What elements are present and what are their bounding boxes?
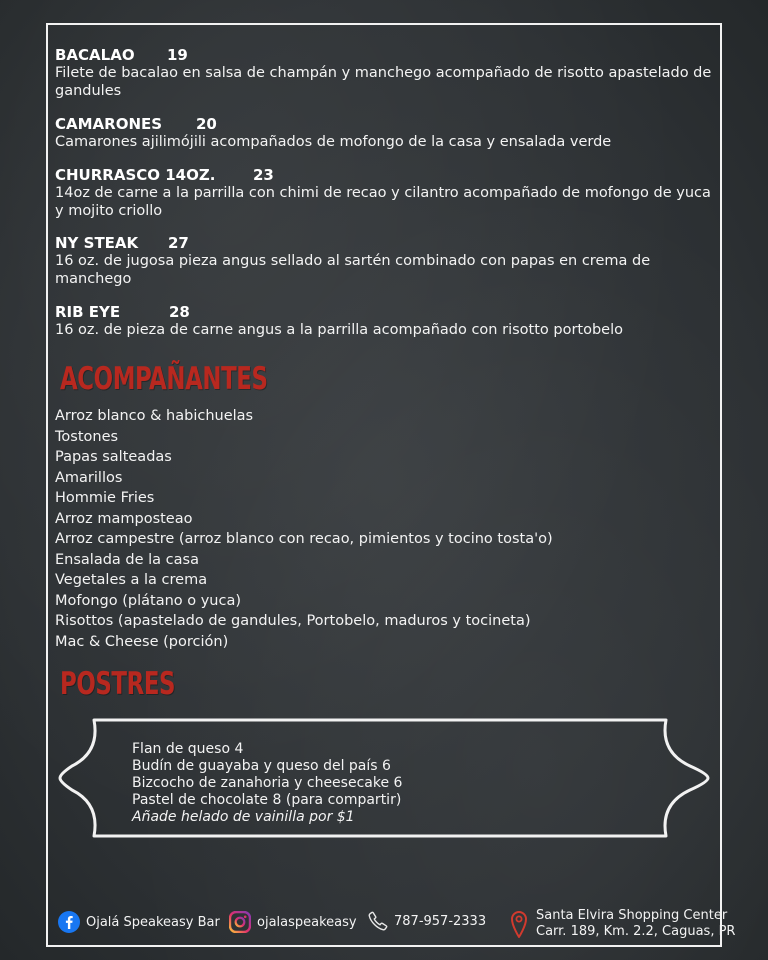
list-item: Ensalada de la casa [55,551,199,568]
instagram-icon [229,911,251,933]
dish-description: Filete de bacalao en salsa de champán y manchego acompañado de risotto apastelado de gandules [55,65,712,99]
list-item: Arroz campestre (arroz blanco con recao, pimientos y tocino tosta'o) [55,531,553,547]
dish-description: 14oz de carne a la parrilla con chimi de recao y cilantro acompañado de mofongo de yuca y mojito criollo [55,185,711,219]
dish-price: 19 [167,46,188,64]
desserts-list [132,741,402,809]
dish-price: 27 [168,234,189,252]
dish-description: 16 oz. de jugosa pieza angus sellado al sartén combinado con papas en crema de manchego [55,253,651,287]
dish-name: CAMARONES [55,115,163,133]
dish-churrasco [55,166,715,220]
list-item: Vegetales a la crema [55,572,208,588]
list-item: Bizcocho de zanahoria y cheesecake 6 [132,775,403,791]
dish-bacalao [55,46,715,100]
desserts-title: POSTRES [60,666,176,702]
list-item: Arroz mamposteao [55,510,193,527]
location-pin-icon [510,909,528,939]
list-item: Mac & Cheese (porción) [55,633,229,650]
list-item: Amarillos [55,469,123,486]
dish-name: RIB EYE [55,303,121,321]
phone-icon [368,911,388,931]
phone-link[interactable] [368,911,486,931]
dish-rib-eye [55,303,715,339]
list-item: Pastel de chocolate 8 (para compartir) [132,792,402,808]
list-item: Flan de queso 4 [132,741,244,757]
dish-price: 20 [196,115,217,133]
list-item: Arroz blanco & habichuelas [55,408,254,424]
facebook-label: Ojalá Speakeasy Bar [86,914,220,930]
address[interactable] [510,908,735,940]
address-line-1: Santa Elvira Shopping Center [536,908,728,923]
list-item: Hommie Fries [55,490,155,506]
list-item: Mofongo (plátano o yuca) [55,592,242,609]
dish-description: Camarones ajilimójili acompañados de mofongo de la casa y ensalada verde [55,134,612,150]
dish-price: 28 [169,303,190,321]
dish-name: NY STEAK [55,234,139,252]
facebook-icon [58,911,80,933]
list-item: Risottos (apastelado de gandules, Portobelo, maduros y tocineta) [55,613,531,629]
sides-list [55,406,553,652]
dish-name: BACALAO [55,46,135,64]
dish-name: CHURRASCO 14OZ. [55,166,216,184]
instagram-label: ojalaspeakeasy [257,914,357,930]
address-line-2: Carr. 189, Km. 2.2, Caguas, PR [536,924,736,939]
dish-ny-steak [55,234,715,288]
list-item: Papas salteadas [55,449,172,465]
sides-title: ACOMPAÑANTES [60,361,268,397]
list-item: Budín de guayaba y queso del país 6 [132,758,391,774]
dish-price: 23 [253,166,274,184]
facebook-link[interactable] [58,911,220,933]
dish-description: 16 oz. de pieza de carne angus a la parrilla acompañado con risotto portobelo [55,322,623,338]
list-item: Tostones [55,428,119,445]
dessert-note: Añade helado de vainilla por $1 [132,809,355,825]
dish-camarones [55,115,715,151]
instagram-link[interactable] [229,911,357,933]
phone-label: 787-957-2333 [394,913,487,929]
